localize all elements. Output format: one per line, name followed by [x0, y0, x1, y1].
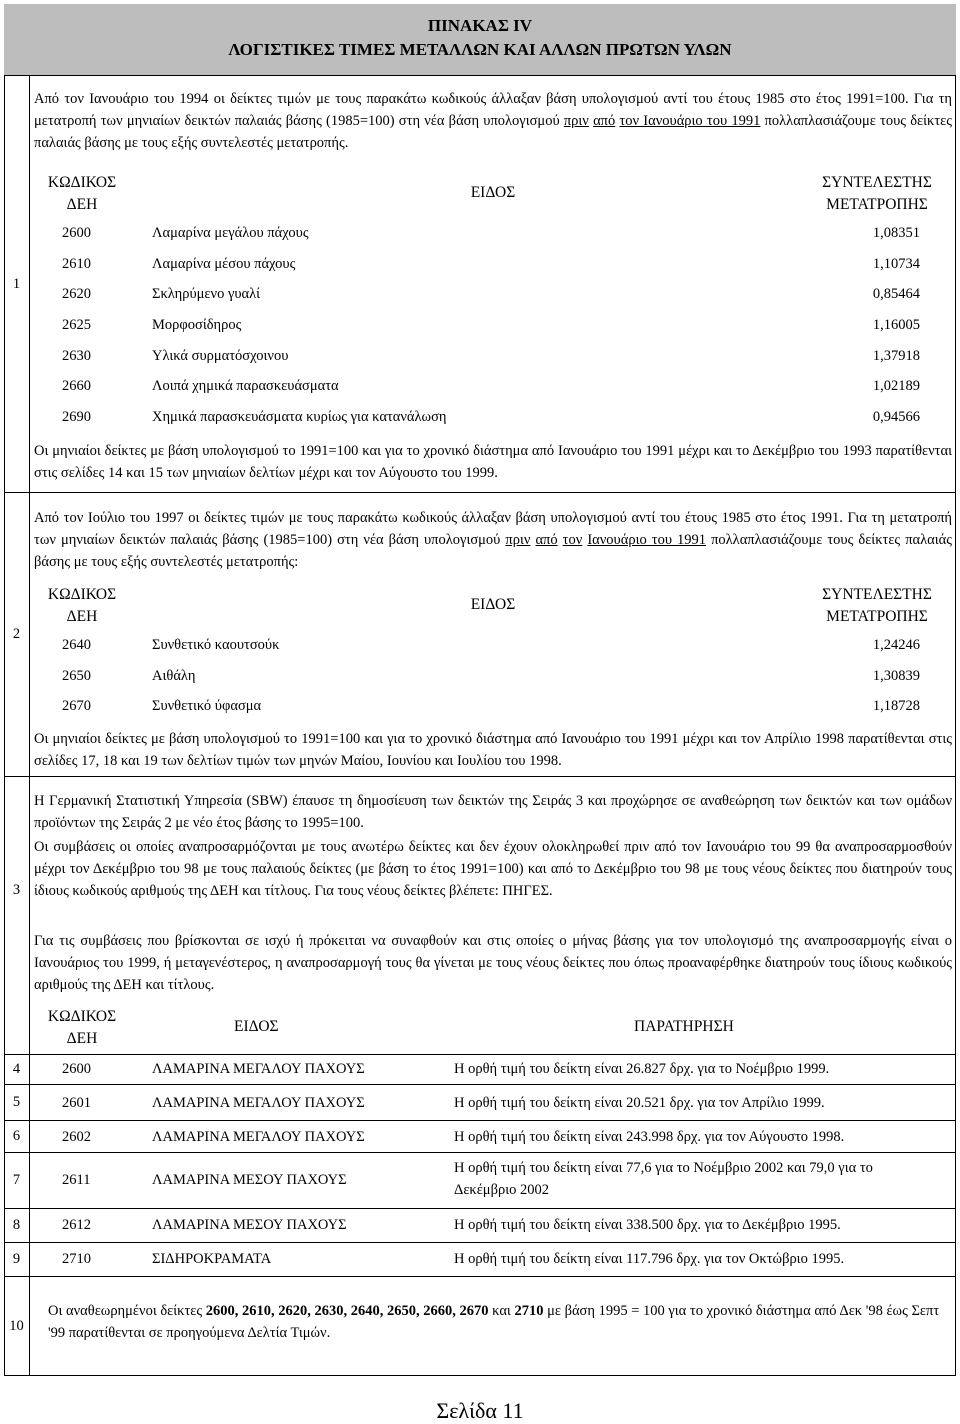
row-number-5: 5: [4, 1084, 30, 1120]
section-number-10: 10: [4, 1276, 30, 1376]
col-code-label: ΚΩΔΙΚΟΣ: [47, 1008, 117, 1025]
page-number: Σελίδα 11: [436, 1398, 524, 1423]
col-code-label: ΚΩΔΙΚΟΣ: [47, 586, 117, 603]
col-desc-label: ΕΙΔΟΣ: [234, 1018, 279, 1035]
section2-intro: Από τον Ιούλιο του 1997 οι δείκτες τιμών με τους παρακάτω κωδικούς άλλαξαν βάση υπολογισμού αντί του έτους 1985 στο έτος 1991. Για τη μετατροπή των μηνιαίων δεικτών παλαιάς βάσης (1985=100) στη νέα βάση υπολογισμού πριν από τον Ιανουάριο του 1991 πολλαπλασιάζουμε τους δείκτες παλαιάς βάσης με τους εξής συντελεστές μετατροπής:: [34, 510, 952, 570]
page-subtitle: ΛΟΓΙΣΤΙΚΕΣ ΤΙΜΕΣ ΜΕΤΑΛΛΩΝ ΚΑΙ ΑΛΛΩΝ ΠΡΩΤΩΝ ΥΛΩΝ: [228, 40, 732, 59]
col-coef-label-2: ΜΕΤΑΤΡΟΠΗΣ: [826, 196, 928, 213]
table-row: 2610 Λαμαρίνα μέσου πάχους 1,10734: [62, 255, 920, 272]
table-row: 2611 ΛΑΜΑΡΙΝΑ ΜΕΣΟΥ ΠΑΧΟΥΣ Η ορθή τιμή του δείκτη είναι 77,6 για το Νοέμβριο 2002 και 79,0 για το Δεκέμβριο 2002: [62, 1160, 873, 1198]
table-header: [4, 4, 956, 76]
notes-table-head: [34, 1006, 952, 1052]
page-title: ΠΙΝΑΚΑΣ IV: [427, 16, 533, 35]
col-note-label: ΠΑΡΑΤΗΡΗΣΗ: [634, 1018, 734, 1035]
section1-intro: Από τον Ιανουάριο του 1994 οι δείκτες τιμών με τους παρακάτω κωδικούς άλλαξαν βάση υπολογισμού αντί του έτους 1985 στο έτος 1991=100. Για τη μετατροπή των μηνιαίων δεικτών παλαιάς βάσης (1985=100) στη νέα βάση υπολογισμού πριν από τον Ιανουάριο του 1991 πολλαπλασιάζουμε τους δείκτες παλαιάς βάσης με τους εξής συντελεστές μετατροπής.: [34, 91, 953, 151]
divider: [4, 1152, 956, 1153]
section2-closing: Οι μηνιαίοι δείκτες με βάση υπολογισμού το 1991=100 και για το χρονικό διάστημα από Ιανουάριο του 1991 μέχρι και τον Απρίλιο 1998 παρατίθενται στις σελίδες 17, 18 και 19 των δελτίων τιμών των μηνών Μαίου, Ιουνίου και Ιουλίου του 1998.: [34, 731, 952, 769]
table-head: [34, 584, 952, 630]
divider: [4, 1208, 956, 1209]
table-row: 2670 Συνθετικό ύφασμα 1,18728: [62, 698, 920, 715]
section-number-3: 3: [4, 776, 30, 1004]
col-code-label-2: ΔΕΗ: [66, 196, 98, 213]
table-row: 2660 Λοιπά χημικά παρασκευάσματα 1,02189: [62, 378, 920, 395]
section-number-1: 1: [4, 76, 30, 492]
row-number-7: 7: [4, 1152, 30, 1208]
coefficient-table-2: [34, 584, 952, 722]
divider: [4, 776, 956, 777]
section1-closing: Οι μηνιαίοι δείκτες με βάση υπολογισμού το 1991=100 και για το χρονικό διάστημα από Ιανουάριο του 1991 μέχρι και το Δεκέμβριο του 1993 παρατίθενται στις σελίδες 14 και 15 των μηνιαίων δελτίων μέχρι και τον Αύγουστο του 1999.: [34, 443, 952, 481]
row-number-4: 4: [4, 1054, 30, 1084]
col-code-label: ΚΩΔΙΚΟΣ: [47, 174, 117, 191]
col-code-label-2: ΔΕΗ: [66, 608, 98, 625]
col-coef-label: ΣΥΝΤΕΛΕΣΤΗΣ: [822, 174, 932, 191]
divider: [4, 1242, 956, 1243]
table-row: 2625 Μορφοσίδηρος 1,16005: [62, 317, 920, 334]
row-number-8: 8: [4, 1208, 30, 1242]
row-number-6: 6: [4, 1120, 30, 1152]
divider: [4, 1054, 956, 1055]
section3-paragraph-2: Οι συμβάσεις οι οποίες αναπροσαρμόζονται με τους ανωτέρω δείκτες και δεν έχουν ολοκληρωθεί πριν από τον Ιανουάριο του 99 θα αναπροσαρμοσθούν μέχρι τον Δεκέμβριο του 98 με τους παλαιούς δείκτες (με βάση το έτος 1991=100) και από το Δεκέμβριο του 98 με τους νέους δείκτες που διατηρούν τους ίδιους κωδικούς αριθμούς της ΔΕΗ και τίτλους. Για τους νέους δείκτες βλέπετε: ΠΗΓΕΣ.: [34, 839, 952, 899]
section3-paragraph-1: Η Γερμανική Στατιστική Υπηρεσία (SBW) έπαυσε τη δημοσίευση των δεικτών της Σειράς 3 και προχώρησε σε αναθεώρηση των δεικτών και των ομάδων προϊόντων της Σειράς 2 με νέο έτος βάσης το 1995=100.: [34, 793, 952, 831]
section-number-2: 2: [4, 492, 30, 776]
table-row: 2650 Αιθάλη 1,30839: [62, 667, 920, 684]
section-number-3-cont: [4, 1004, 30, 1054]
section3-paragraph-3: Για τις συμβάσεις που βρίσκονται σε ισχύ ή πρόκειται να συναφθούν και στις οποίες ο μήνας βάσης για τον υπολογισμό της αναπροσαρμογής είναι ο Ιανουάριος του 1999, ή μεταγενέστερος, η αναπροσαρμογή τους θα γίνεται με τους νέους δείκτες που όπως προαναφέρθηκε διατηρούν τους ίδιους κωδικούς αριθμούς της ΔΕΗ και τίτλους.: [34, 933, 952, 993]
section10-text: Οι αναθεωρημένοι δείκτες 2600, 2610, 2620, 2630, 2640, 2650, 2660, 2670 και 2710 με βάση 1995 = 100 για το χρονικό διάστημα από Δεκ '98 έως Σεπτ '99 παρατίθενται σε προηγούμενα Δελτία Τιμών.: [48, 1303, 940, 1341]
col-desc-label: ΕΙΔΟΣ: [470, 596, 516, 613]
divider: [4, 1084, 956, 1085]
table-row: 2690 Χημικά παρασκευάσματα κυρίως για κατανάλωση 0,94566: [62, 409, 920, 426]
table-row: 2640 Συνθετικό καουτσούκ 1,24246: [62, 637, 920, 653]
divider: [4, 492, 956, 493]
table-head: [34, 172, 952, 218]
col-coef-label: ΣΥΝΤΕΛΕΣΤΗΣ: [822, 586, 932, 603]
row-number-9: 9: [4, 1242, 30, 1276]
table-row: 2620 Σκληρύμενο γυαλί 0,85464: [62, 286, 920, 303]
table-row: 2630 Υλικά συρματόσχοινου 1,37918: [62, 347, 920, 364]
col-code-label-2: ΔΕΗ: [66, 1030, 98, 1047]
col-coef-label-2: ΜΕΤΑΤΡΟΠΗΣ: [826, 608, 928, 625]
table-row: 2600 Λαμαρίνα μεγάλου πάχους 1,08351: [62, 225, 920, 241]
divider: [4, 1120, 956, 1121]
divider: [4, 1276, 956, 1277]
coefficient-table-1: [34, 172, 952, 433]
col-desc-label: ΕΙΔΟΣ: [470, 184, 516, 201]
